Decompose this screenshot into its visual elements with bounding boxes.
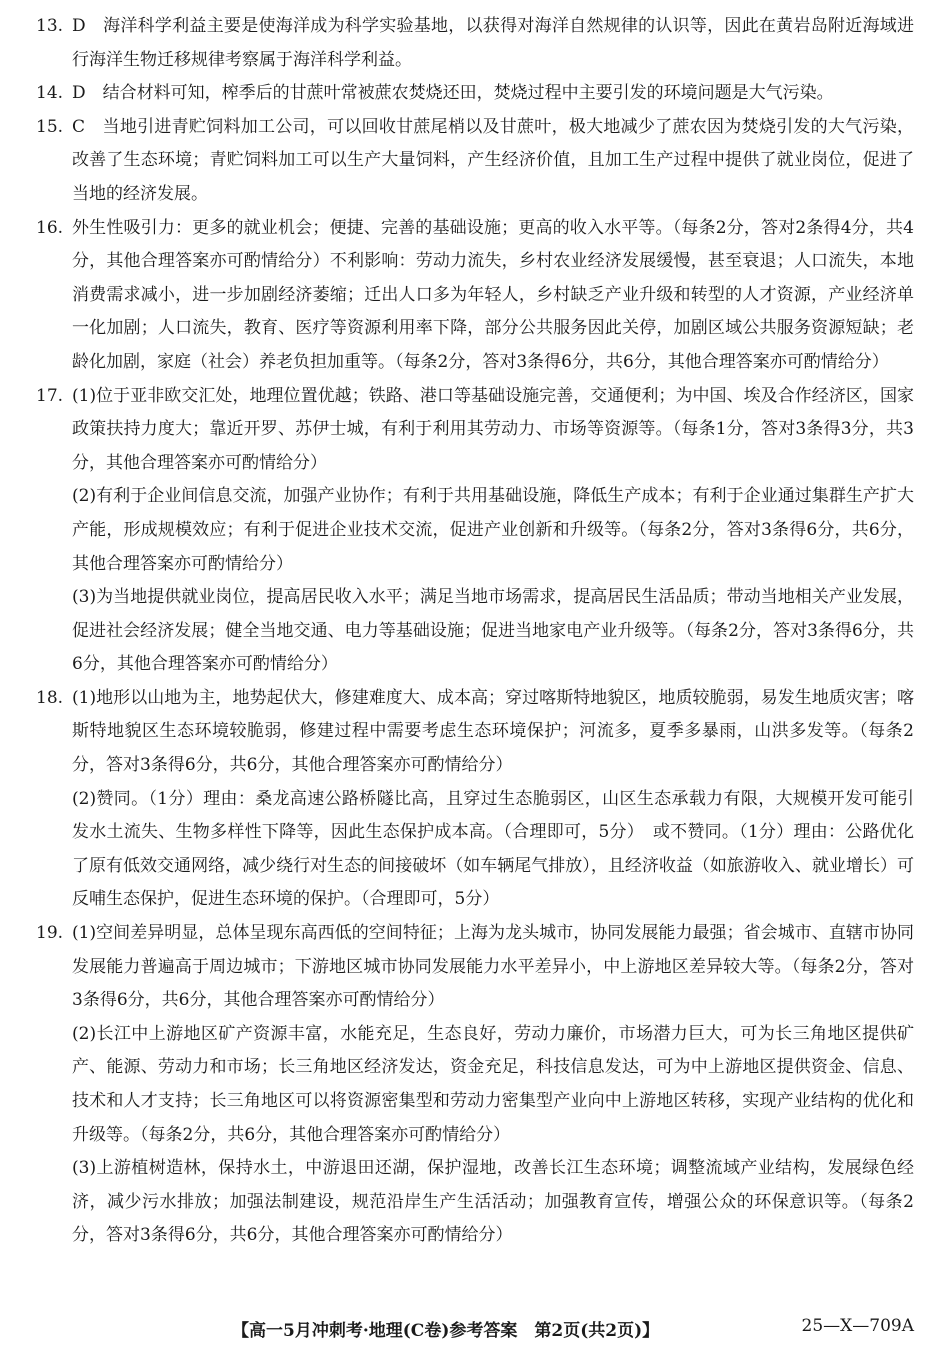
- question-number: 19.: [36, 923, 64, 944]
- sub-answer-2: (2)赞同。（1分）理由：桑龙高速公路桥隧比高，且穿过生态脆弱区，山区生态承载力有限，大规模开发可能引发水土流失、生物多样性下降等，因此生态保护成本高。（合理即可，5分） 或不赞同。（1分）理由：公路优化了原有低效交通网络，减少绕行对生态的间接破坏（如车辆尾气排放），且经济收益（如旅游收入、就业增长）可反哺生态保护，促进生态环境的保护。（合理即可，5分）: [72, 788, 914, 910]
- question-number: 14.: [36, 83, 64, 104]
- question-number: 16.: [36, 217, 64, 238]
- document-code: 25—X—709A: [801, 1316, 914, 1336]
- answer-item-17: [36, 380, 914, 682]
- sub-answer-1: (1)位于亚非欧交汇处，地理位置优越；铁路、港口等基础设施完善，交通便利；为中国、埃及合作经济区，国家政策扶持力度大；靠近开罗、苏伊士城，有利于利用其劳动力、市场等资源等。（每条1分，答对3条得3分，共3分，其他合理答案亦可酌情给分）: [72, 385, 914, 473]
- sub-answer-2: (2)长江中上游地区矿产资源丰富，水能充足，生态良好，劳动力廉价，市场潜力巨大，可为长三角地区提供矿产、能源、劳动力和市场；长三角地区经济发达，资金充足，科技信息发达，可为中上游地区提供资金、信息、技术和人才支持；长三角地区可以将资源密集型和劳动力密集型产业向中上游地区转移，实现产业结构的优化和升级等。（每条2分，共6分，其他合理答案亦可酌情给分）: [72, 1023, 914, 1145]
- answer-text: 外生性吸引力：更多的就业机会；便捷、完善的基础设施；更高的收入水平等。（每条2分，答对2条得4分，共4分，其他合理答案亦可酌情给分）不利影响：劳动力流失，乡村农业经济发展缓慢，甚至衰退；人口流失，本地消费需求减小，进一步加剧经济萎缩；迁出人口多为年轻人，乡村缺乏产业升级和转型的人才资源，产业经济单一化加剧；人口流失，教育、医疗等资源利用率下降，部分公共服务因此关停，加剧区域公共服务资源短缺；老龄化加剧，家庭（社会）养老负担加重等。（每条2分，答对3条得6分，共6分，其他合理答案亦可酌情给分）: [72, 217, 914, 372]
- question-number: 18.: [36, 687, 64, 708]
- question-number: 13.: [36, 16, 64, 36]
- answer-item-14: [36, 77, 914, 111]
- answer-text: C 当地引进青贮饲料加工公司，可以回收甘蔗尾梢以及甘蔗叶，极大地减少了蔗农因为焚烧引发的大气污染，改善了生态环境；青贮饲料加工可以生产大量饲料，产生经济价值，且加工生产过程中提供了就业岗位，促进了当地的经济发展。: [72, 116, 914, 204]
- page-footer: [0, 1316, 950, 1342]
- sub-answer-3: (3)为当地提供就业岗位，提高居民收入水平；满足当地市场需求，提高居民生活品质；带动当地相关产业发展，促进社会经济发展；健全当地交通、电力等基础设施；促进当地家电产业升级等。（每条2分，答对3条得6分，共6分，其他合理答案亦可酌情给分）: [72, 587, 914, 675]
- sub-answer-3: (3)上游植树造林，保持水土，中游退田还湖，保护湿地，改善长江生态环境；调整流域产业结构，发展绿色经济，减少污水排放；加强法制建设，规范沿岸生产生活活动；加强教育宣传，增强公众的环保意识等。（每条2分，答对3条得6分，共6分，其他合理答案亦可酌情给分）: [72, 1158, 914, 1246]
- answer-item-16: [36, 212, 914, 380]
- sub-answer-1: (1)空间差异明显，总体呈现东高西低的空间特征；上海为龙头城市，协同发展能力最强；省会城市、直辖市协同发展能力普遍高于周边城市；下游地区城市协同发展能力水平差异小，中上游地区差异较大等。（每条2分，答对3条得6分，共6分，其他合理答案亦可酌情给分）: [72, 923, 914, 1011]
- answer-text: D 海洋科学利益主要是使海洋成为科学实验基地，以获得对海洋自然规律的认识等，因此在黄岩岛附近海域进行海洋生物迁移规律考察属于海洋科学利益。: [72, 16, 914, 70]
- question-number: 17.: [36, 385, 64, 406]
- answer-item-19: [36, 917, 914, 1253]
- sub-answer-1: (1)地形以山地为主，地势起伏大，修建难度大、成本高；穿过喀斯特地貌区，地质较脆弱，易发生地质灾害；喀斯特地貌区生态环境较脆弱，修建过程中需要考虑生态环境保护；河流多，夏季多暴雨，山洪多发等。（每条2分，答对3条得6分，共6分，其他合理答案亦可酌情给分）: [72, 687, 914, 776]
- answer-sheet-page: [36, 10, 914, 1253]
- question-number: 15.: [36, 116, 64, 137]
- sub-answer-2: (2)有利于企业间信息交流，加强产业协作；有利于共用基础设施，降低生产成本；有利于企业通过集群生产扩大产能，形成规模效应；有利于促进企业技术交流，促进产业创新和升级等。（每条2分，答对3条得6分，共6分，其他合理答案亦可酌情给分）: [72, 486, 914, 574]
- answer-text: D 结合材料可知，榨季后的甘蔗叶常被蔗农焚烧还田，焚烧过程中主要引发的环境问题是大气污染。: [72, 83, 834, 104]
- footer-title: 【高一5月冲刺考·地理(C卷)参考答案 第2页(共2页)】: [232, 1321, 660, 1341]
- answer-item-15: [36, 111, 914, 212]
- answer-item-13: [36, 10, 914, 77]
- answer-item-18: [36, 682, 914, 917]
